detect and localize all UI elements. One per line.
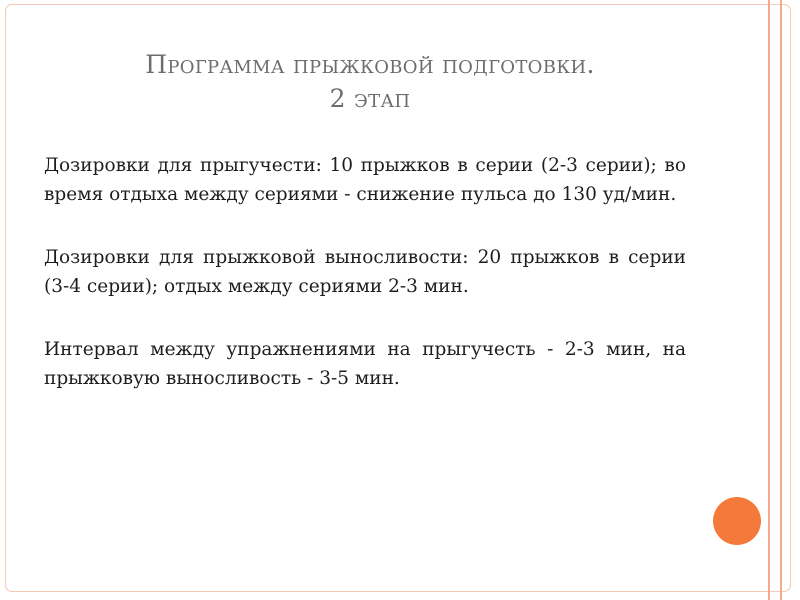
- decorative-circle: [713, 497, 761, 545]
- slide-title: [60, 48, 680, 116]
- slide-title-line: 2 этап: [329, 84, 411, 113]
- body-paragraph: Дозировки для прыгучести: 10 прыжков в серии (2-3 серии); во время отдыха между сериями - снижение пульса до 130 уд/мин.: [44, 155, 686, 205]
- slide-title-line: Программа прыжковой подготовки.: [145, 50, 595, 79]
- slide-body: [44, 151, 686, 427]
- body-paragraph: Интервал между упражнениями на прыгучесть - 2-3 мин, на прыжковую выносливость - 3-5 мин.: [44, 339, 686, 389]
- decorative-vertical-line: [780, 0, 782, 600]
- body-paragraph: Дозировки для прыжковой выносливости: 20 прыжков в серии (3-4 серии); отдых между сериями 2-3 мин.: [44, 247, 686, 297]
- decorative-vertical-line: [768, 0, 770, 600]
